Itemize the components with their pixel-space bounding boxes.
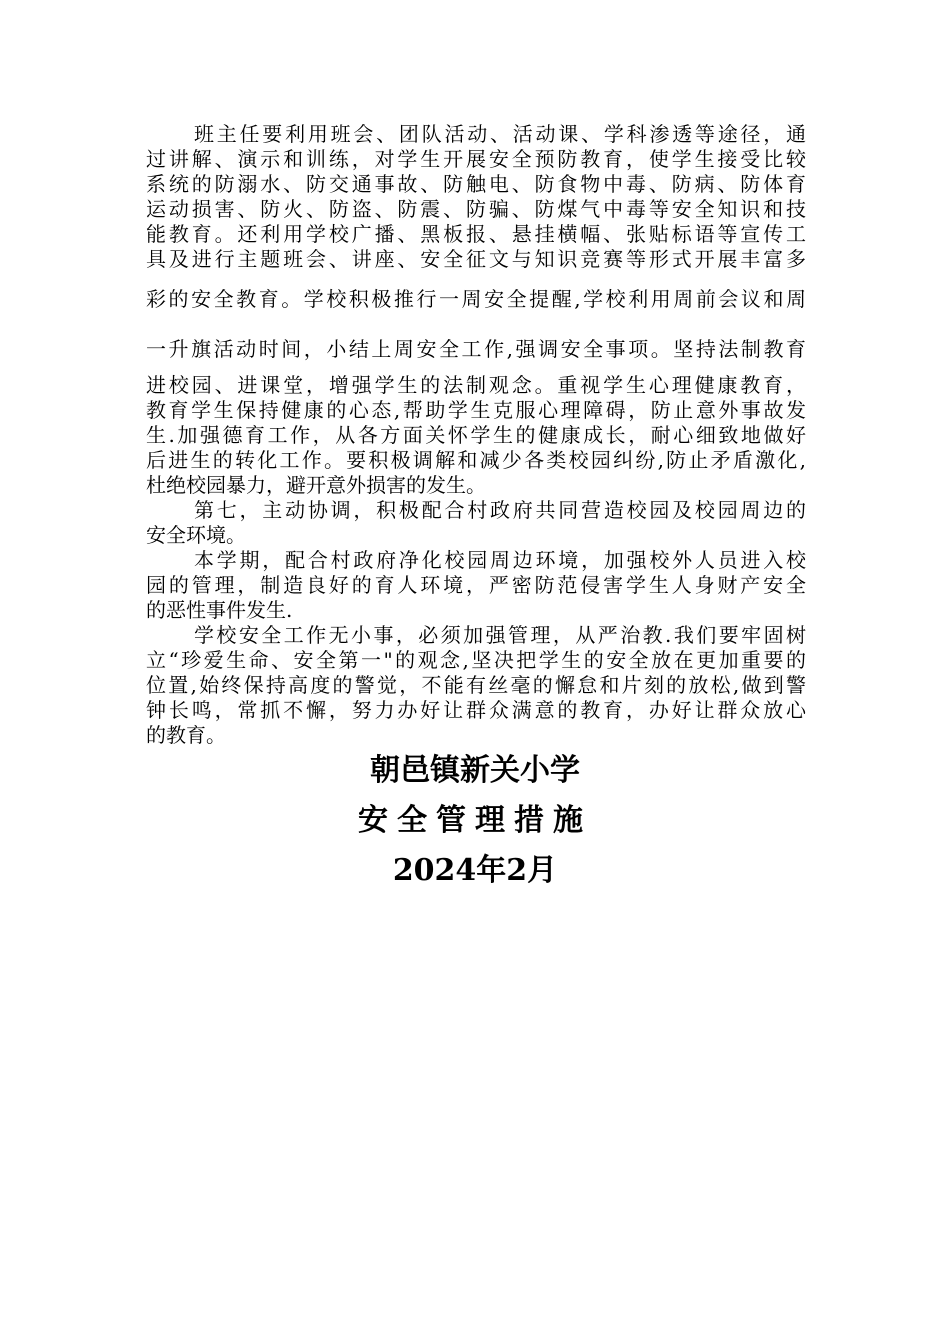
- body-text-line: 园的管理，制造良好的育人环境，严密防范侵害学生人身财产安全: [146, 573, 806, 597]
- body-text-line: 位置,始终保持高度的警觉，不能有丝毫的懈怠和片刻的放松,做到警: [146, 673, 806, 697]
- body-text-line: 彩的安全教育。学校积极推行一周安全提醒,学校利用周前会议和周: [146, 287, 806, 311]
- body-text-line: 安全环境。: [146, 523, 246, 547]
- body-text-line: 钟长鸣，常抓不懈，努力办好让群众满意的教育，办好让群众放心: [146, 698, 806, 722]
- body-text-line: 进校园、进课堂，增强学生的法制观念。重视学生心理健康教育，: [146, 373, 806, 397]
- body-text-line: 能教育。还利用学校广播、黑板报、悬挂横幅、张贴标语等宣传工: [146, 222, 806, 246]
- body-text-line: 一升旗活动时间，小结上周安全工作,强调安全事项。坚持法制教育: [146, 337, 806, 361]
- body-text-line: 杜绝校园暴力，避开意外损害的发生。: [146, 473, 486, 497]
- document-date: 2024年2月: [392, 853, 558, 888]
- body-text-line: 的恶性事件发生.: [146, 598, 293, 622]
- body-text-line: 第七，主动协调，积极配合村政府共同营造校园及校园周边的: [194, 498, 806, 522]
- body-text-line: 教育学生保持健康的心态,帮助学生克服心理障碍，防止意外事故发: [146, 398, 806, 422]
- body-text-line: 班主任要利用班会、团队活动、活动课、学科渗透等途径，通: [194, 122, 806, 146]
- document-title: 安全管理措施: [358, 803, 592, 838]
- body-text-line: 具及进行主题班会、讲座、安全征文与知识竞赛等形式开展丰富多: [146, 247, 806, 271]
- body-text-line: 运动损害、防火、防盗、防震、防骗、防煤气中毒等安全知识和技: [146, 197, 806, 221]
- body-text-line: 后进生的转化工作。要积极调解和减少各类校园纠纷,防止矛盾激化,: [146, 448, 806, 472]
- body-text-line: 学校安全工作无小事，必须加强管理，从严治教.我们要牢固树: [194, 623, 806, 647]
- body-text-line: 过讲解、演示和训练，对学生开展安全预防教育，使学生接受比较: [146, 147, 806, 171]
- body-text-line: 系统的防溺水、防交通事故、防触电、防食物中毒、防病、防体育: [146, 172, 806, 196]
- body-text-line: 生.加强德育工作，从各方面关怀学生的健康成长，耐心细致地做好: [146, 423, 806, 447]
- body-text-line: 本学期，配合村政府净化校园周边环境，加强校外人员进入校: [194, 548, 806, 572]
- body-text-line: 的教育。: [146, 723, 226, 747]
- body-text-line: 立“珍爱生命、安全第一"的观念,坚决把学生的安全放在更加重要的: [146, 648, 806, 672]
- school-name: 朝邑镇新关小学: [370, 753, 580, 788]
